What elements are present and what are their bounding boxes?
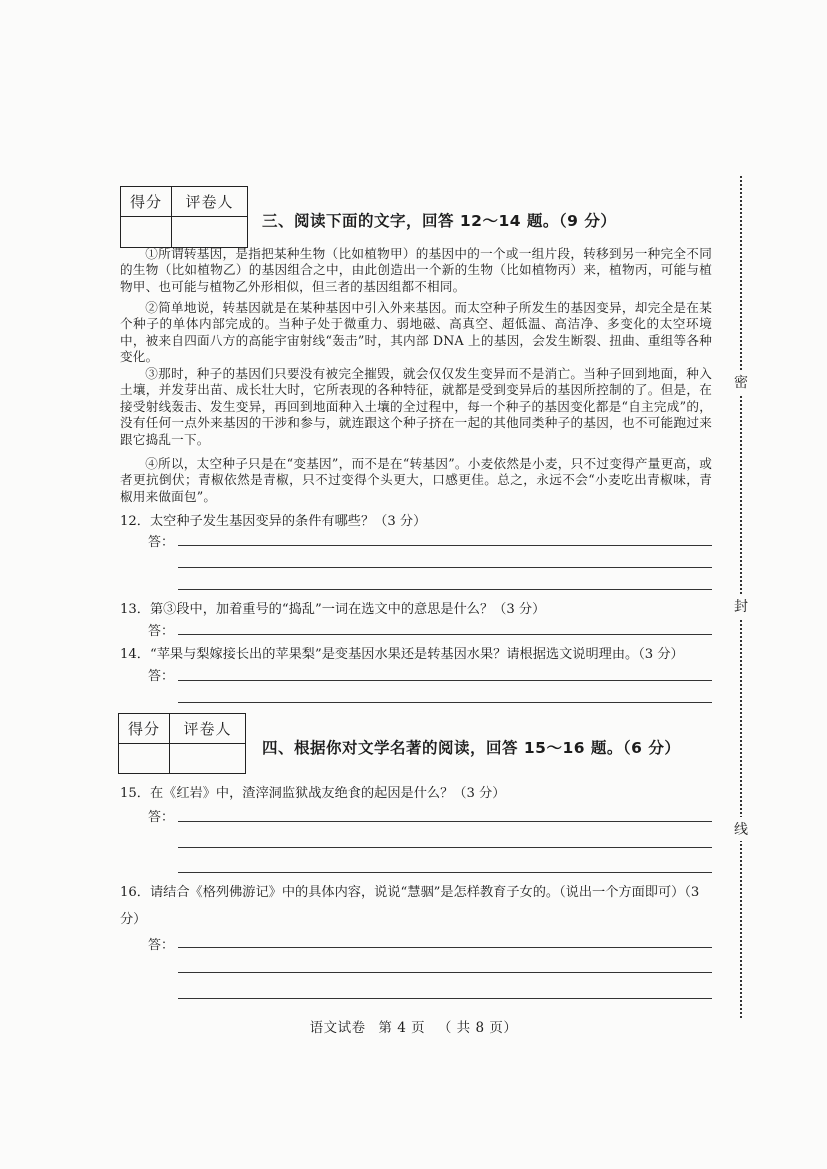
question-12: 12．太空种子发生基因变异的条件有哪些？（3 分） bbox=[120, 514, 427, 529]
footer-page: 第 4 页 bbox=[378, 1020, 426, 1036]
score-label: 得分 bbox=[119, 714, 170, 744]
answer-line[interactable] bbox=[178, 545, 712, 546]
passage-paragraph-4: ④所以，太空种子只是在“变基因”，而不是在“转基因”。小麦依然是小麦，只不过变得产量更高，或者更抗倒伏；青椒依然是青椒，只不过变得个头更大，口感更佳。总之，永远不会“小麦吃出青椒味，青椒用来做面包”。 bbox=[120, 456, 712, 504]
score-cell[interactable] bbox=[121, 217, 172, 248]
grader-label: 评卷人 bbox=[172, 187, 248, 217]
grader-cell[interactable] bbox=[170, 744, 246, 774]
answer-line[interactable] bbox=[178, 998, 712, 999]
footer-total: （ 共 8 页） bbox=[437, 1020, 518, 1036]
score-label: 得分 bbox=[121, 187, 172, 217]
score-box-section4 bbox=[118, 713, 246, 774]
answer-line[interactable] bbox=[178, 589, 712, 590]
answer-label: 答： bbox=[148, 669, 175, 684]
answer-line[interactable] bbox=[178, 972, 712, 973]
answer-label: 答： bbox=[148, 938, 175, 953]
answer-line[interactable] bbox=[178, 680, 712, 681]
grader-cell[interactable] bbox=[172, 217, 248, 248]
answer-label: 答： bbox=[148, 535, 175, 550]
section4-title: 四、根据你对文学名著的阅读，回答 15～16 题。（6 分） bbox=[262, 739, 681, 757]
question-13: 13．第③段中，加着重号的“捣乱”一词在选文中的意思是什么？（3 分） bbox=[120, 602, 546, 617]
footer-subject: 语文试卷 bbox=[309, 1020, 366, 1036]
seal-char-xian: 线 bbox=[734, 817, 748, 841]
question-16: 16．请结合《格列佛游记》中的具体内容，说说“慧骃”是怎样教育子女的。（说出一个方面即可）（3 分） bbox=[120, 885, 700, 927]
question-15: 15．在《红岩》中，渣滓洞监狱战友绝食的起因是什么？（3 分） bbox=[120, 786, 506, 801]
answer-line[interactable] bbox=[178, 947, 712, 948]
answer-line[interactable] bbox=[178, 702, 712, 703]
grader-label: 评卷人 bbox=[170, 714, 246, 744]
answer-line[interactable] bbox=[178, 634, 712, 635]
answer-line[interactable] bbox=[178, 847, 712, 848]
passage-paragraph-2: ②简单地说，转基因就是在某种基因中引入外来基因。而太空种子所发生的基因变异，却完全是在某个种子的单体内部完成的。当种子处于微重力、弱地磁、高真空、超低温、高洁净、多变化的太空环境中，被来自四面八方的高能宇宙射线“轰击”时，其内部 DNA 上的基因，会发生断裂、扭曲、重组等各种变化。 bbox=[120, 300, 712, 365]
answer-label: 答： bbox=[148, 810, 175, 825]
score-cell[interactable] bbox=[119, 744, 170, 774]
section3-title: 三、阅读下面的文字，回答 12～14 题。（9 分） bbox=[262, 212, 617, 230]
passage-paragraph-3: ③那时，种子的基因们只要没有被完全摧毁，就会仅仅发生变异而不是消亡。当种子回到地面，种入土壤，并发芽出苗、成长壮大时，它所表现的各种特征，就都是受到变异后的基因所控制的了。但是，在接受射线轰击、发生变异，再回到地面种入土壤的全过程中，每一个种子的基因变化都是“自主完成”的，没有任何一点外来基因的干涉和参与，就连跟这个种子挤在一起的其他同类种子的基因，也不可能跑过来跟它捣乱一下。 bbox=[120, 366, 712, 447]
seal-char-feng: 封 bbox=[734, 594, 748, 618]
answer-label: 答： bbox=[148, 624, 175, 639]
score-box-section3 bbox=[120, 186, 248, 248]
page-footer bbox=[0, 1016, 827, 1036]
seal-char-mi: 密 bbox=[734, 370, 748, 394]
answer-line[interactable] bbox=[178, 567, 712, 568]
passage-paragraph-1: ①所谓转基因，是指把某种生物（比如植物甲）的基因中的一个或一组片段，转移到另一种完全不同的生物（比如植物乙）的基因组合之中，由此创造出一个新的生物（比如植物丙）来，植物丙，可能与植物甲、也可能与植物乙外形相似，但三者的基因组都不相同。 bbox=[120, 246, 712, 294]
answer-line[interactable] bbox=[178, 872, 712, 873]
question-14: 14．“苹果与梨嫁接长出的苹果梨”是变基因水果还是转基因水果？请根据选文说明理由。（3 分） bbox=[120, 647, 684, 662]
answer-line[interactable] bbox=[178, 821, 712, 822]
